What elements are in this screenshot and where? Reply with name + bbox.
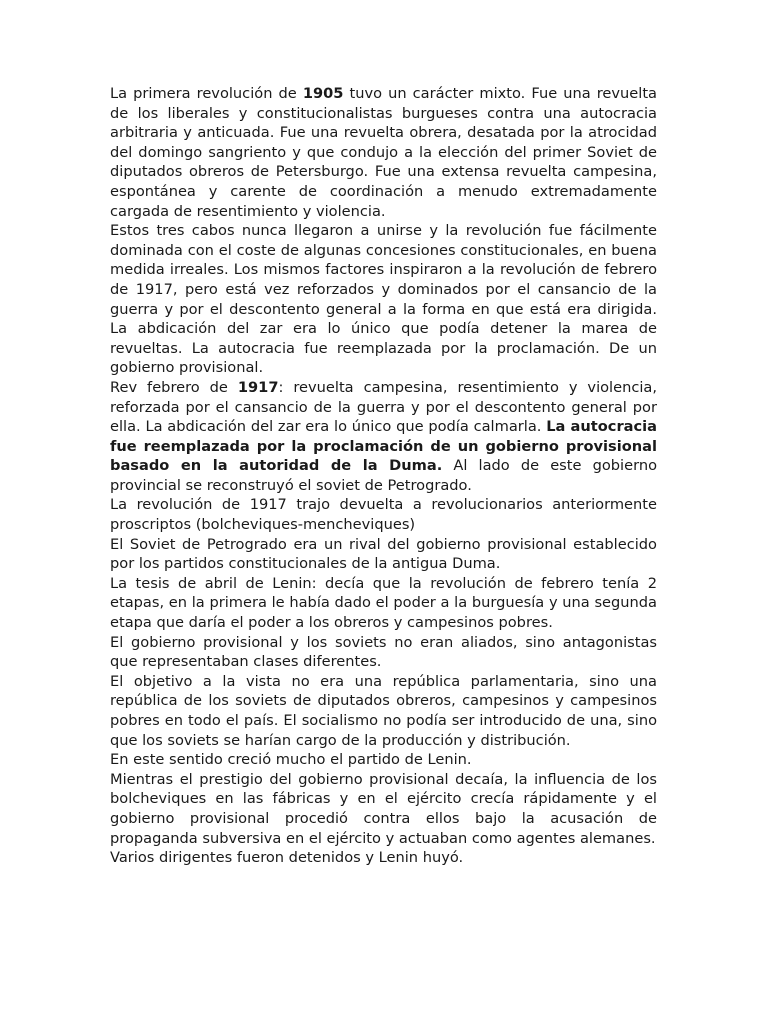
- bold-year-1917: 1917: [237, 378, 279, 396]
- paragraph-petrograd-soviet: El Soviet de Petrogrado era un rival del gobierno provisional establecido por los partidos constitucionales de la antigua Duma.: [110, 535, 657, 573]
- paragraph-antagonists: El gobierno provisional y los soviets no eran aliados, sino antagonistas que representaban clases diferentes.: [110, 633, 657, 671]
- paragraph-text: : revuelta campesina, resentimiento y violencia, reforzada por el cansancio de la guerra y por el descontento general por ella. La abdicación del zar era lo único que podía calmarla.: [110, 378, 657, 436]
- paragraph-lenin-party-growth: En este sentido creció mucho el partido de Lenin.: [110, 751, 472, 769]
- paragraph-lenin-fled: Varios dirigentes fueron detenidos y Lenin huyó.: [110, 849, 464, 867]
- paragraph-february-1917: [110, 378, 657, 496]
- paragraph-text: Rev febrero de: [110, 378, 238, 396]
- paragraph-1905-revolution: [110, 84, 657, 221]
- paragraph-text: tuvo un carácter mixto. Fue una revuelta de los liberales y constitucionalistas burgueses contra una autocracia arbitraria y anticuada. Fue una revuelta obrera, desatada por la atrocidad del domingo sangriento y que condujo a la elección del primer Soviet de diputados obreros de Petersburgo. Fue una extensa revuelta campesina, espontánea y carente de coordinación a menudo extremadamente cargada de resentimiento y violencia.: [110, 85, 657, 220]
- document-page: [110, 84, 657, 868]
- paragraph-three-strands: Estos tres cabos nunca llegaron a unirse y la revolución fue fácilmente dominada con el coste de algunas concesiones constitucionales, en buena medida irreales. Los mismos factores inspiraron a la revolución de febrero de 1917, pero está vez reforzados y dominados por el cansancio de la guerra y por el descontento general a la forma en que está era dirigida. La abdicación del zar era lo único que podía detener la marea de revueltas. La autocracia fue reemplazada por la proclamación. De un gobierno provisional.: [110, 222, 657, 377]
- bold-year-1905: 1905: [302, 85, 344, 102]
- paragraph-text: La primera revolución de: [110, 85, 303, 102]
- paragraph-april-theses: La tesis de abril de Lenin: decía que la revolución de febrero tenía 2 etapas, en la primera le había dado el poder a la burguesía y una segunda etapa que daría el poder a los obreros y campesinos pobres.: [110, 574, 657, 632]
- paragraph-text: Al lado de este gobierno provincial se reconstruyó el soviet de Petrogrado.: [110, 457, 658, 494]
- paragraph-soviet-republic: El objetivo a la vista no era una república parlamentaria, sino una república de los soviets de diputados obreros, campesinos y campesinos pobres en todo el país. El socialismo no podía ser introducido de una, sino que los soviets se harían cargo de la producción y distribución.: [110, 672, 657, 749]
- paragraph-revolutionaries-return: La revolución de 1917 trajo devuelta a revolucionarios anteriormente proscriptos (bolcheviques-mencheviques): [110, 496, 657, 534]
- paragraph-bolshevik-influence: Mientras el prestigio del gobierno provisional decaía, la influencia de los bolcheviques en las fábricas y en el ejército crecía rápidamente y el gobierno provisional procedió contra ellos bajo la acusación de propaganda subversiva en el ejército y actuaban como agentes alemanes.: [110, 770, 657, 847]
- bold-provisional-government: La autocracia fue reemplazada por la proclamación de un gobierno provisional basado en la autoridad de la Duma.: [110, 418, 657, 475]
